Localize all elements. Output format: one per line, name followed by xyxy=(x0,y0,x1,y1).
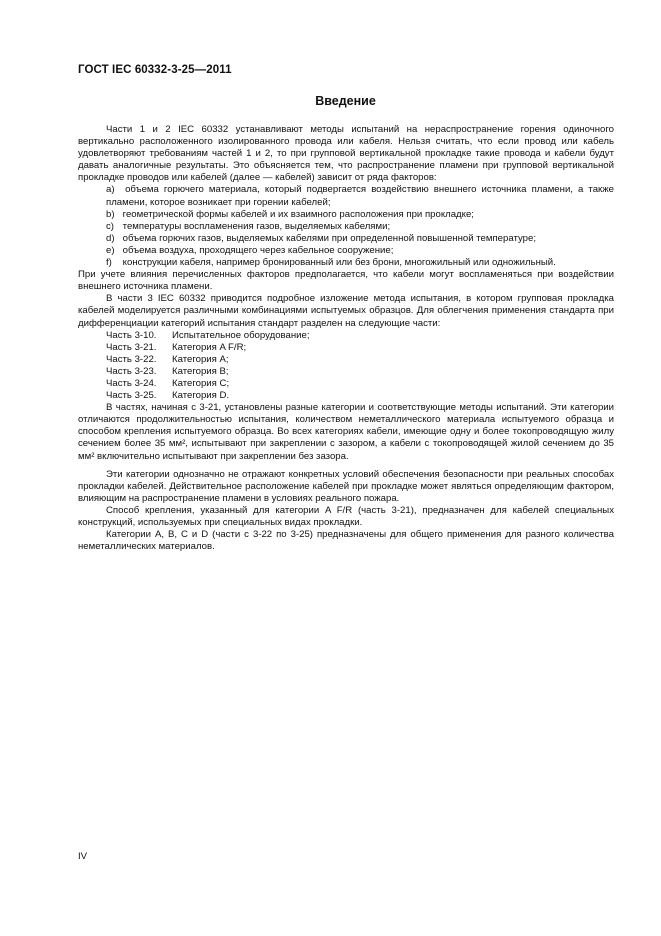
factors-list xyxy=(78,184,614,269)
section-title: Введение xyxy=(315,94,376,108)
document-header-code: ГОСТ IEC 60332-3-25—2011 xyxy=(78,64,232,76)
part-description: Категория C; xyxy=(172,377,230,389)
part-description: Категория B; xyxy=(172,365,229,377)
part-item xyxy=(78,366,614,378)
list-item xyxy=(78,184,614,208)
part-description: Испытательное оборудование; xyxy=(172,329,310,341)
paragraph-categories-general: Категории A, B, C и D (части с 3-22 по 3-25) предназначены для общего применения для разного количества неметаллических материалов. xyxy=(78,529,614,553)
list-item-text: температуры воспламенения газов, выделяемых кабелями; xyxy=(122,220,391,232)
list-item-label: e) xyxy=(106,244,115,256)
paragraph-factors-note: При учете влияния перечисленных факторов предполагается, что кабели могут воспламеняться при воздействии внешнего источника пламени. xyxy=(78,269,614,293)
parts-list xyxy=(78,330,614,403)
part-item xyxy=(78,330,614,342)
part-number: Часть 3-24. xyxy=(106,377,157,389)
paragraph-mounting-afr: Способ крепления, указанный для категории A F/R (часть 3-21), предназначен для кабелей специальных конструкций, используемых при специальных видах прокладки. xyxy=(78,504,614,528)
paragraph-part3-description: В части 3 IEC 60332 приводится подробное изложение метода испытания, в котором групповая прокладка кабелей моделируется различными комбинациями испытуемых образцов. Для облегчения применения стандарта при дифференциации категорий испытания стандарт разделен на следующие части: xyxy=(78,293,614,329)
part-number: Часть 3-21. xyxy=(106,341,157,353)
part-description: Категория D. xyxy=(172,390,230,402)
part-item xyxy=(78,342,614,354)
part-number: Часть 3-22. xyxy=(106,353,157,365)
page-number: IV xyxy=(78,851,88,862)
list-item-label: a) xyxy=(106,184,115,196)
list-item xyxy=(78,245,614,257)
body-text xyxy=(78,124,614,553)
list-item-label: c) xyxy=(106,220,114,232)
part-number: Часть 3-10. xyxy=(106,329,157,341)
list-item-text: объема воздуха, проходящего через кабельное сооружение; xyxy=(122,244,394,256)
list-item-label: d) xyxy=(106,232,115,244)
paragraph-categories-safety: Эти категории однозначно не отражают конкретных условий обеспечения безопасности при реальных способах прокладки кабелей. Действительное расположение кабелей при прокладке может являться определяющим фактором, влияющим на распространение пламени в условиях реального пожара. xyxy=(78,468,614,504)
list-item-text: конструкции кабеля, например бронированный или без брони, многожильный или одножильный. xyxy=(122,257,556,269)
list-item xyxy=(78,221,614,233)
list-item xyxy=(78,257,614,269)
part-description: Категория A; xyxy=(172,353,229,365)
list-item-text: объема горючего материала, который подвергается воздействию внешнего источника пламени, а также пламени, которое возникает при горении кабелей; xyxy=(106,184,615,208)
part-item xyxy=(78,390,614,402)
part-item xyxy=(78,354,614,366)
part-number: Часть 3-25. xyxy=(106,390,157,402)
list-item xyxy=(78,209,614,221)
part-item xyxy=(78,378,614,390)
list-item-label: b) xyxy=(106,208,115,220)
part-number: Часть 3-23. xyxy=(106,365,157,377)
paragraph-intro: Части 1 и 2 IEC 60332 устанавливают методы испытаний на нераспространение горения одиночного вертикально расположенного изолированного провода или кабеля. Нельзя считать, что если провод или кабель удовлетворяют требованиям частей 1 и 2, то при групповой вертикальной прокладке такие провода и кабели будут давать аналогичные результаты. Это объясняется тем, что распространение пламени при групповой вертикальной прокладке проводов или кабелей (далее — кабелей) зависит от ряда факторов: xyxy=(78,124,614,184)
list-item-label: f) xyxy=(106,257,112,269)
part-description: Категория A F/R; xyxy=(172,341,247,353)
list-item-text: объема горючих газов, выделяемых кабелями при определенной повышенной температуре; xyxy=(122,232,536,244)
list-item-text: геометрической формы кабелей и их взаимного расположения при прокладке; xyxy=(122,208,474,220)
paragraph-categories-methods: В частях, начиная с 3-21, установлены разные категории и соответствующие методы испытаний. Эти категории отличаются продолжительностью испытания, количеством неметаллического материала испытуемого образца и способом крепления испытуемого образца. Во всех категориях кабели, имеющие одну и более токопроводящую жилу сечением более 35 мм², испытывают при закреплении с зазором, а кабели с токопроводящей жилой сечением до 35 мм² включительно испытывают при закреплении без зазора. xyxy=(78,402,614,462)
list-item xyxy=(78,233,614,245)
